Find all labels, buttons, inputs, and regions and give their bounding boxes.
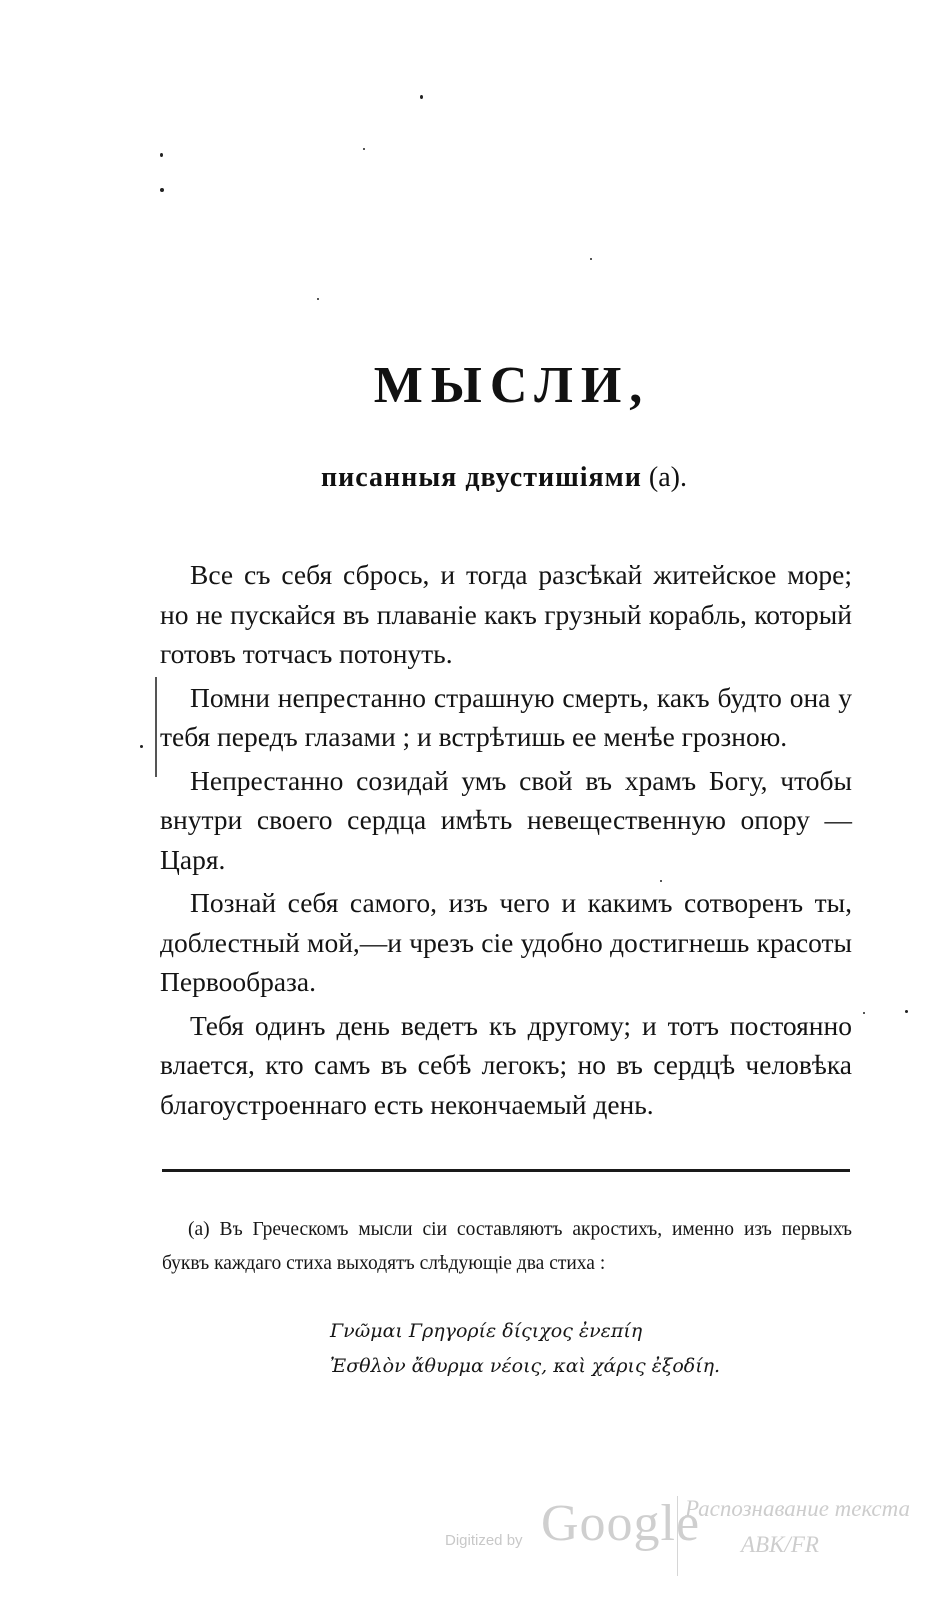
greek-line: Γνῶμαι Γρηγορίε δίςιχος ἐνεπίη [330,1320,643,1342]
watermark-google-logo: Google [541,1495,701,1552]
paragraph: Непрестанно созидай умъ свой въ храмъ Богу, чтобы внутри своего сердца имѣть невещественную опору — Царя. [160,764,852,875]
scan-speck [905,1010,908,1013]
paragraph: Все съ себя сбрось, и тогда разсѣкай житейское море; но не пускайся въ плаваніе какъ грузный корабль, который готовъ тотчасъ потонуть. [160,559,852,669]
watermark-digitized: Digitized by [445,1532,523,1549]
digitization-watermark [445,1490,915,1580]
paragraph: Помни непрестанно страшную смерть, какъ будто она у тебя передъ глазами ; и встрѣтишь ее менѣе грозною. [160,681,852,752]
watermark-recognition: Распознавание текста [685,1496,910,1521]
margin-mark [155,677,157,777]
subtitle [30,462,948,494]
scan-speck [590,258,592,260]
scan-speck [160,153,163,157]
scan-speck [140,745,143,748]
scan-speck [317,298,319,300]
subtitle-text: писанныя двустишіями [321,462,642,493]
scan-speck [160,188,164,192]
scan-speck [420,95,423,99]
paragraph: Познай себя самого, изъ чего и какимъ сотворенъ ты, доблестный мой,—и чрезъ сіе удобно достигнешь красоты Первообраза. [160,887,852,997]
footnote-reference: (а). [648,462,687,493]
body-text [160,555,852,1128]
page-title: МЫСЛИ, [373,357,651,414]
scan-speck [863,1012,865,1014]
paragraph: Тебя одинъ день ведетъ къ другому; и тотъ постоянно влается, кто самъ въ себѣ легокъ; но въ сердцѣ человѣка благоустроеннаго есть некончаемый день. [160,1009,852,1120]
watermark-credit: ABK/FR [741,1532,819,1557]
footnote-divider [162,1169,850,1172]
footnote-text: (а) Въ Греческомъ мысли сіи составляютъ акростихъ, именно изъ первыхъ буквъ каждаго стиха выходятъ слѣдующіе два стиха : [162,1219,852,1274]
watermark-separator [677,1496,678,1576]
greek-line: Ἐσθλὸν ἄθυρμα νέοις, καὶ χάρις ἐξοδίη. [330,1355,721,1377]
scan-speck [363,148,365,150]
